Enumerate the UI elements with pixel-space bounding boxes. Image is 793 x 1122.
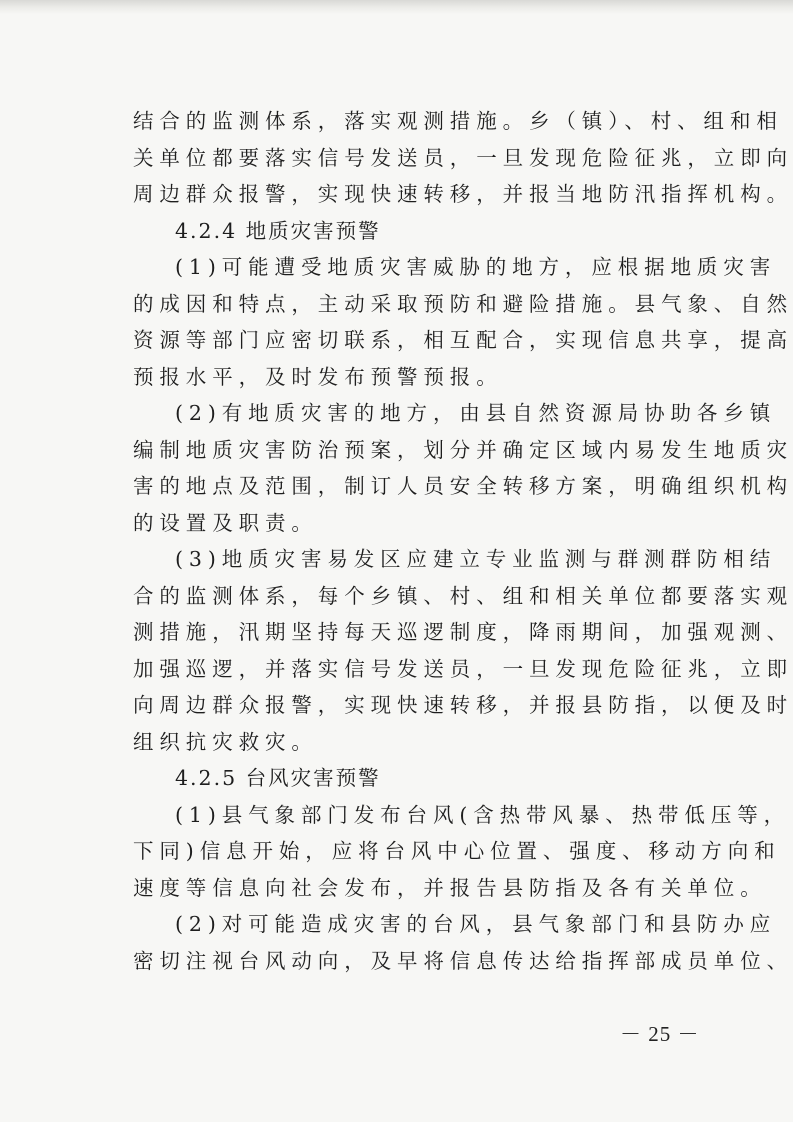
text-line: 害的地点及范围，制订人员安全转移方案，明确组织机构 — [133, 474, 793, 498]
text-line: 测措施，汛期坚持每天巡逻制度，降雨期间，加强观测、 — [133, 620, 793, 644]
paragraph-start: (1)县气象部门发布台风(含热带风暴、热带低压等， — [175, 802, 791, 827]
text-line: 加强巡逻，并落实信号发送员，一旦发现危险征兆，立即 — [133, 656, 793, 681]
section-heading-4-2-5: 4.2.5 台风灾害预警 — [175, 766, 381, 790]
text-line: 的设置及职责。 — [133, 510, 318, 535]
text-line: 的成因和特点，主动采取预防和避险措施。县气象、自然 — [133, 291, 793, 316]
text-line: 向周边群众报警，实现快速转移，并报县防指，以便及时 — [133, 693, 793, 717]
section-heading-4-2-4: 4.2.4 地质灾害预警 — [175, 218, 381, 243]
document-body — [133, 103, 793, 979]
text-line: 预报水平，及时发布预警预报。 — [133, 364, 503, 389]
text-line: 资源等部门应密切联系，相互配合，实现信息共享，提高 — [133, 328, 793, 352]
page-number: － 25 － — [620, 1022, 700, 1046]
text-line: 关单位都要落实信号发送员，一旦发现危险征兆，立即向 — [133, 145, 793, 170]
paragraph-start: (2)有地质灾害的地方，由县自然资源局协助各乡镇 — [175, 401, 777, 425]
text-line: 下同)信息开始，应将台风中心位置、强度、移动方向和 — [133, 839, 781, 863]
text-line: 结合的监测体系，落实观测措施。乡（镇）、村、组和相 — [133, 109, 783, 133]
paragraph-start: (1)可能遭受地质灾害威胁的地方，应根据地质灾害 — [175, 255, 777, 279]
text-line: 速度等信息向社会发布，并报告县防指及各有关单位。 — [133, 875, 767, 900]
text-line: 组织抗灾救灾。 — [133, 729, 318, 754]
paragraph-start: (3)地质灾害易发区应建立专业监测与群测群防相结 — [175, 547, 777, 571]
text-line: 合的监测体系，每个乡镇、村、组和相关单位都要落实观 — [133, 583, 793, 608]
text-line: 编制地质灾害防治预案，划分并确定区域内易发生地质灾 — [133, 437, 793, 462]
text-line: 周边群众报警，实现快速转移，并报当地防汛指挥机构。 — [133, 182, 793, 206]
scan-edge — [0, 0, 793, 14]
text-line: 密切注视台风动向，及早将信息传达给指挥部成员单位、 — [133, 948, 793, 973]
paragraph-start: (2)对可能造成灾害的台风，县气象部门和县防办应 — [175, 912, 777, 936]
